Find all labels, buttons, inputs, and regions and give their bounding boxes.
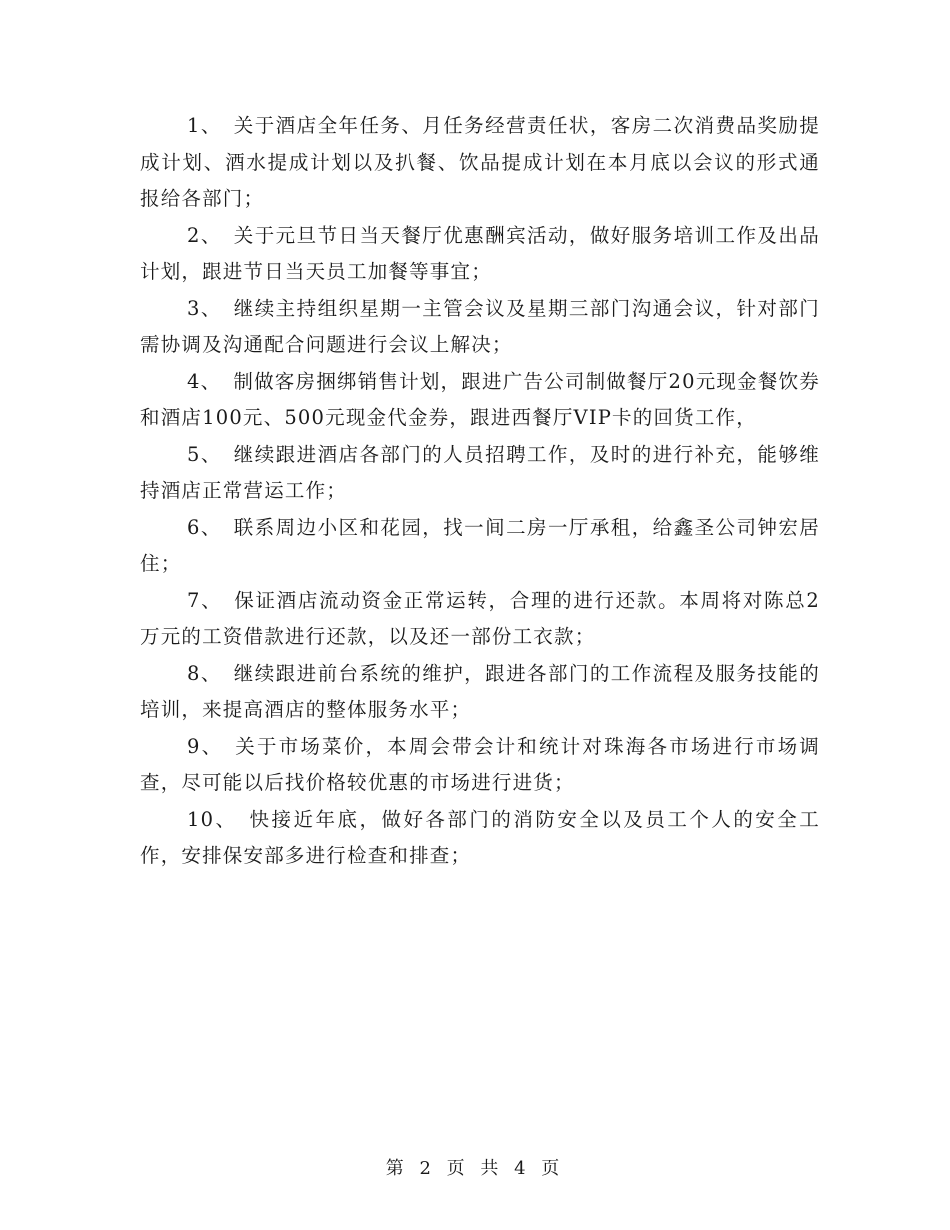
item-text: 保证酒店流动资金正常运转，合理的进行还款。本周将对陈总2万元的工资借款进行还款，以及还一部份工衣款； <box>140 588 820 648</box>
item-number: 4、 <box>187 369 222 393</box>
list-item <box>140 656 820 729</box>
item-number: 1、 <box>187 114 222 137</box>
list-item <box>140 510 820 583</box>
list-item <box>140 218 820 291</box>
item-text: 关于市场菜价，本周会带会计和统计对珠海各市场进行市场调查，尽可能以后找价格较优惠的市场进行进货； <box>140 734 820 794</box>
list-item <box>140 108 820 218</box>
item-text: 联系周边小区和花园，找一间二房一厅承租，给鑫圣公司钟宏居住； <box>140 515 820 575</box>
item-text: 关于酒店全年任务、月任务经营责任状，客房二次消费品奖励提成计划、酒水提成计划以及扒餐、饮品提成计划在本月底以会议的形式通报给各部门； <box>140 114 820 210</box>
item-text: 继续跟进前台系统的维护，跟进各部门的工作流程及服务技能的培训，来提高酒店的整体服务水平； <box>140 661 820 721</box>
page-number-footer: 第 2 页 共 4 页 <box>385 1158 565 1179</box>
list-item <box>140 364 820 437</box>
item-number: 7、 <box>187 588 223 612</box>
item-number: 10、 <box>187 807 238 831</box>
item-number: 5、 <box>187 442 222 466</box>
list-item <box>140 583 820 656</box>
list-item <box>140 802 820 875</box>
item-number: 2、 <box>187 223 222 247</box>
list-item <box>140 291 820 364</box>
item-number: 9、 <box>187 734 224 758</box>
item-number: 8、 <box>187 661 222 685</box>
item-text: 快接近年底，做好各部门的消防安全以及员工个人的安全工作，安排保安部多进行检查和排查； <box>140 807 820 867</box>
item-text: 关于元旦节日当天餐厅优惠酬宾活动，做好服务培训工作及出品计划，跟进节日当天员工加餐等事宜； <box>140 223 820 283</box>
item-text: 制做客房捆绑销售计划，跟进广告公司制做餐厅20元现金餐饮券和酒店100元、500元现金代金券，跟进西餐厅VIP卡的回货工作， <box>140 369 820 429</box>
list-item <box>140 437 820 510</box>
item-text: 继续跟进酒店各部门的人员招聘工作，及时的进行补充，能够维持酒店正常营运工作； <box>140 442 820 502</box>
document-body <box>140 108 820 875</box>
list-item <box>140 729 820 802</box>
item-text: 继续主持组织星期一主管会议及星期三部门沟通会议，针对部门需协调及沟通配合问题进行会议上解决； <box>140 296 820 356</box>
item-number: 3、 <box>187 296 222 320</box>
item-number: 6、 <box>187 515 222 539</box>
